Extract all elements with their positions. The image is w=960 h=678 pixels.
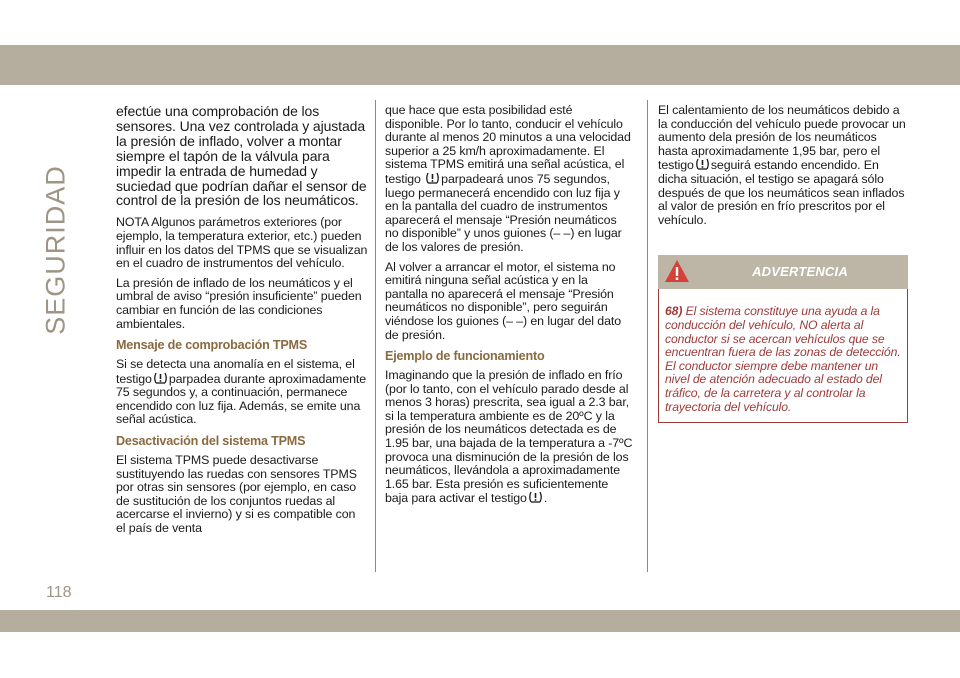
warning-body <box>658 289 908 423</box>
tire-pressure-warning-icon <box>153 372 168 384</box>
text: Imaginando que la presión de inflado en frío (por lo tanto, con el vehículo parado desde al menos 3 horas) prescrita, sea igual a 2.3 bar, si la temperatura ambiente es de 20ºC y la presión de los neumáticos detectada es de 1.95 bar, una bajada de la temperatura a -7ºC provoca una disminución de la presión de los neumáticos, llevándola a aproximadamente 1.65 bar. Esta presión es suficientemente baja para activar el testigo <box>385 368 633 506</box>
tire-pressure-warning-icon <box>425 172 440 184</box>
bottom-strip <box>0 632 960 678</box>
section-heading: Mensaje de comprobación TPMS <box>116 338 308 353</box>
text: parpadeará unos 75 segundos, luego permanecerá encendido con luz fija y en la pantalla del cuadro de instrumentos aparecerá el mensaje “Presión neumáticos no disponible” y unos guiones (– –) en lugar de los valores de presión. <box>385 171 622 254</box>
column-divider <box>375 100 376 572</box>
column-2 <box>385 104 633 512</box>
text: Si se detecta una anomalía en el sistema, el testigo <box>116 357 355 386</box>
warning-box <box>658 255 908 423</box>
paragraph: Al volver a arrancar el motor, el sistema no emitirá ninguna señal acústica y en la pantalla no aparecerá el mensaje “Presión neumáticos no disponible”, pero seguirán viéndose los guiones (– –) en lugar del dato de presión. <box>385 259 622 342</box>
section-label: SEGURIDAD <box>40 165 71 335</box>
top-band <box>0 45 960 85</box>
column-1 <box>116 104 368 542</box>
section-heading: Ejemplo de funcionamiento <box>385 349 545 364</box>
warning-title: ADVERTENCIA <box>752 264 848 280</box>
tire-pressure-warning-icon <box>528 491 543 503</box>
bottom-band <box>0 610 960 632</box>
column-divider <box>647 100 648 572</box>
paragraph: La presión de inflado de los neumáticos y el umbral de aviso “presión insuficiente” pueden cambiar en función de las condiciones ambientales. <box>116 275 362 331</box>
text: que hace que esta posibilidad esté disponible. Por lo tanto, conducir el vehículo durante al menos 20 minutos a una velocidad superior a 25 km/h aproximadamente. El sistema TPMS emitirá una señal acústica, el testigo <box>385 103 631 186</box>
paragraph: efectúe una comprobación de los sensores. Una vez controlada y ajustada la presión de inflado, volver a montar siempre el tapón de la válvula para impedir la entrada de humedad y suciedad que podrían dañar el sensor de control de la presión de los neumáticos. <box>116 103 367 209</box>
tire-pressure-warning-icon <box>695 158 710 170</box>
text: parpadea durante aproximadamente 75 segundos y, a continuación, permanece encendido con luz fija. Además, se emite una señal acústica. <box>116 371 367 427</box>
text: seguirá estando encendido. En dicha situación, el testigo se apagará sólo después de que los neumáticos sean inflados al valor de presión en frío prescritos por el vehículo. <box>658 158 905 227</box>
warning-number: 68) <box>665 304 683 319</box>
paragraph <box>658 104 908 227</box>
paragraph <box>385 104 633 255</box>
paragraph: El sistema TPMS puede desactivarse sustituyendo las ruedas con sensores TPMS por otras sin sensores (por ejemplo, en caso de sustitución de los conjuntos ruedas al acercarse el invierno) y si es compatible con el país de venta <box>116 453 357 536</box>
paragraph <box>116 358 368 427</box>
page-number: 118 <box>46 584 72 601</box>
warning-text: El sistema constituye una ayuda a la conducción del vehículo, NO alerta al conductor si se acercan vehículos que se encuentran fuera de las zonas de detección. El conductor siempre debe mantener un nivel de atención adecuado al estado del tráfico, de la carretera y al controlar la trayectoria del vehículo. <box>665 304 901 414</box>
column-3 <box>658 104 908 423</box>
paragraph <box>385 369 633 506</box>
warning-header <box>658 255 908 289</box>
section-heading: Desactivación del sistema TPMS <box>116 434 306 449</box>
text: El calentamiento de los neumáticos debido a la conducción del vehículo puede provocar un aumento dela presión de los neumáticos hasta aproximadamente 1,95 bar, pero el testigo <box>658 103 906 173</box>
note-paragraph: NOTA Algunos parámetros exteriores (por ejemplo, la temperatura exterior, etc.) pueden influir en los datos del TPMS que se visualizan en el cuadro de instrumentos del vehículo. <box>116 215 368 271</box>
text: . <box>543 491 548 506</box>
